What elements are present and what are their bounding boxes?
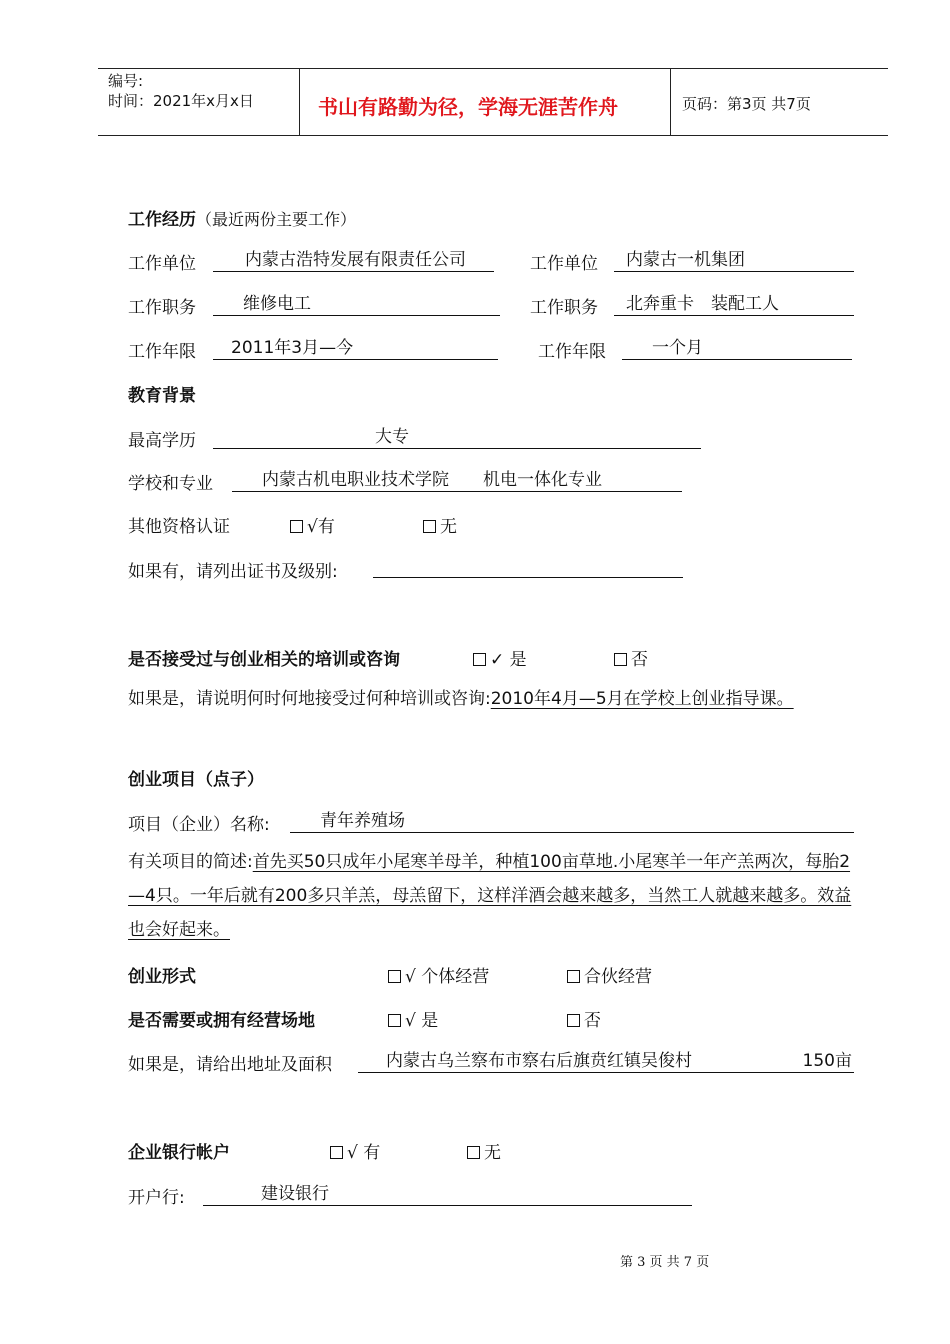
education-cert-label: 其他资格认证 xyxy=(128,517,230,537)
project-desc-label: 有关项目的简述: xyxy=(128,852,253,872)
form-individual-checkbox[interactable] xyxy=(388,970,401,983)
work-unit-value-1: 内蒙古浩特发展有限责任公司 xyxy=(213,249,494,272)
education-school-label: 学校和专业 xyxy=(128,474,213,494)
bank-no-option[interactable] xyxy=(467,1138,501,1163)
training-yes-checkbox[interactable] xyxy=(473,653,486,666)
bank-branch-value: 建设银行 xyxy=(203,1183,692,1206)
project-title: 创业项目（点子） xyxy=(128,770,264,790)
work-years-value-1: 2011年3月—今 xyxy=(213,337,498,360)
header-divider-left xyxy=(299,68,300,136)
header-time-label: 时间：2021年x月x日 xyxy=(108,92,254,110)
header-bottom-rule xyxy=(98,135,888,136)
training-detail-value: 2010年4月—5月在学校上创业指导课。 xyxy=(490,689,794,709)
work-section-title xyxy=(128,205,356,230)
work-title: 工作经历 xyxy=(128,210,196,230)
form-label: 创业形式 xyxy=(128,967,196,987)
work-unit-label-2: 工作单位 xyxy=(530,254,598,274)
project-name-label: 项目（企业）名称: xyxy=(128,815,270,835)
education-title: 教育背景 xyxy=(128,386,196,406)
work-years-label-1: 工作年限 xyxy=(128,342,196,362)
header-number-label: 编号: xyxy=(108,72,144,90)
header-divider-right xyxy=(670,68,671,136)
site-area-value: 150亩 xyxy=(802,1051,852,1071)
header-top-rule xyxy=(98,68,888,69)
work-job-label-2: 工作职务 xyxy=(530,298,598,318)
site-address-value: 内蒙古乌兰察布市察右后旗贲红镇吴俊村 xyxy=(386,1051,692,1071)
training-no-checkbox[interactable] xyxy=(614,653,627,666)
education-school-value: 内蒙古机电职业技术学院 机电一体化专业 xyxy=(232,469,682,492)
bank-label: 企业银行帐户 xyxy=(128,1143,230,1163)
form-option-partnership[interactable] xyxy=(567,962,652,987)
training-detail xyxy=(128,682,854,716)
work-unit-value-2: 内蒙古一机集团 xyxy=(614,249,854,272)
work-years-label-2: 工作年限 xyxy=(538,342,606,362)
form-partnership-checkbox[interactable] xyxy=(567,970,580,983)
footer-page-number: 第 3 页 共 7 页 xyxy=(620,1255,710,1270)
header-page-info: 页码：第3页 共7页 xyxy=(682,95,811,113)
cert-list-blank[interactable] xyxy=(373,577,683,578)
work-unit-label-1: 工作单位 xyxy=(128,254,196,274)
work-job-value-2: 北奔重卡 装配工人 xyxy=(614,293,854,316)
cert-yes-text: √有 xyxy=(307,517,335,537)
education-degree-label: 最高学历 xyxy=(128,431,196,451)
site-no-checkbox[interactable] xyxy=(567,1014,580,1027)
project-name-value: 青年养殖场 xyxy=(290,810,854,833)
education-cert-list-label: 如果有，请列出证书及级别: xyxy=(128,562,338,582)
work-years-value-2: 一个月 xyxy=(622,337,852,360)
cert-no-checkbox[interactable] xyxy=(423,520,436,533)
site-address-field xyxy=(358,1050,854,1073)
form-individual-text: √ 个体经营 xyxy=(405,967,490,987)
cert-yes-option[interactable] xyxy=(290,512,335,537)
bank-branch-label: 开户行: xyxy=(128,1188,185,1208)
bank-yes-text: √ 有 xyxy=(347,1143,381,1163)
form-option-individual[interactable] xyxy=(388,962,489,987)
bank-no-checkbox[interactable] xyxy=(467,1146,480,1159)
site-address-label: 如果是，请给出地址及面积 xyxy=(128,1055,332,1075)
work-subtitle: （最近两份主要工作） xyxy=(196,210,357,229)
training-no-option[interactable] xyxy=(614,645,648,670)
training-no-text: 否 xyxy=(631,650,648,670)
bank-yes-checkbox[interactable] xyxy=(330,1146,343,1159)
training-yes-text: ✓ 是 xyxy=(490,650,527,670)
form-partnership-text: 合伙经营 xyxy=(584,967,652,987)
site-yes-text: √ 是 xyxy=(405,1011,439,1031)
bank-no-text: 无 xyxy=(484,1143,501,1163)
training-yes-option[interactable] xyxy=(473,645,527,670)
project-description xyxy=(128,845,854,947)
header-slogan: 书山有路勤为径，学海无涯苦作舟 xyxy=(318,95,618,119)
education-degree-value: 大专 xyxy=(213,426,701,449)
site-no-text: 否 xyxy=(584,1011,601,1031)
site-no-option[interactable] xyxy=(567,1006,601,1031)
site-label: 是否需要或拥有经营场地 xyxy=(128,1011,315,1031)
work-job-value-1: 维修电工 xyxy=(213,293,500,316)
work-job-label-1: 工作职务 xyxy=(128,298,196,318)
bank-yes-option[interactable] xyxy=(330,1138,380,1163)
cert-no-option[interactable] xyxy=(423,512,457,537)
site-yes-checkbox[interactable] xyxy=(388,1014,401,1027)
training-detail-label: 如果是，请说明何时何地接受过何种培训或咨询: xyxy=(128,689,491,709)
cert-no-text: 无 xyxy=(440,517,457,537)
site-yes-option[interactable] xyxy=(388,1006,438,1031)
training-question: 是否接受过与创业相关的培训或咨询 xyxy=(128,650,400,670)
cert-yes-checkbox[interactable] xyxy=(290,520,303,533)
project-desc-value: 首先买50只成年小尾寒羊母羊，种植100亩草地.小尾寒羊一年产羔两次，每胎2—4只。一年后就有200多只羊羔，母羔留下，这样洋酒会越来越多，当然工人就越来越多。效益也会好起来。 xyxy=(128,852,852,940)
